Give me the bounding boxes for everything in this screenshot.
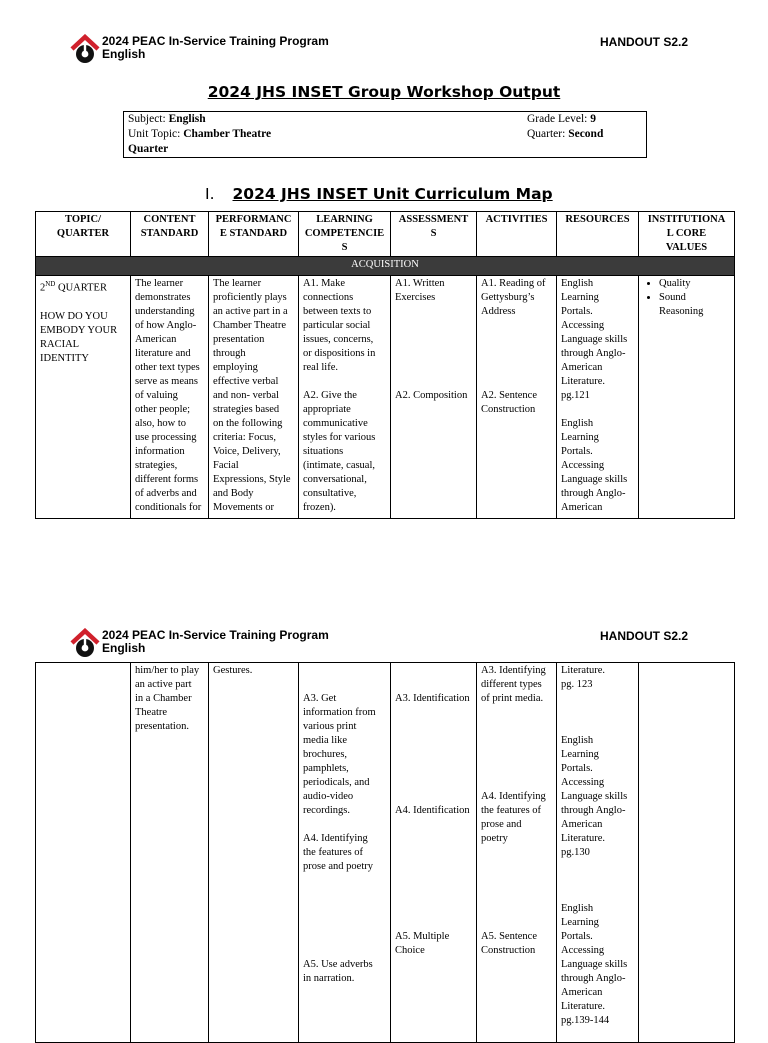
core-values-list: [643, 277, 730, 319]
cell-resources: Literature. pg. 123 English Learning Portals. Accessing Language skills through Anglo- American Literature. pg.130 English Learning Portals. Accessing Language skills through Anglo- American Literature. pg.139-144: [557, 663, 639, 1043]
cell-content-standard: him/her to play an active part in a Chamber Theatre presentation.: [131, 663, 209, 1043]
topic-text: HOW DO YOU EMBODY YOUR RACIAL IDENTITY: [40, 310, 118, 364]
cell-resources: English Learning Portals. Accessing Language skills through Anglo- American Literature. pg.121 English Learning Portals. Accessing Language skills through Anglo- American: [557, 276, 639, 519]
header-content-standard: CONTENT STANDARD: [131, 212, 209, 257]
cell-performance-standard: The learner proficiently plays an active part in a Chamber Theatre presentation through employing effective verbal and non- verbal strategies based on the following criteria: Focus, Voice, Delivery, Facial Expressions, Style and Body Movements or: [209, 276, 299, 519]
quarter-line: Quarter: Second: [527, 128, 604, 140]
page-header: [70, 34, 710, 68]
handout-label: HANDOUT S2.2: [599, 35, 688, 49]
quarter-label: 2ND QUARTER: [40, 280, 107, 294]
cell-content-standard: The learner demonstrates understanding of how Anglo- American literature and other text types serve as means of valuing other people; also, how to use processing information strategies, different forms of adverbs and conditionals for: [131, 276, 209, 519]
curriculum-map-table-continued: [35, 662, 735, 1043]
peac-logo-icon: [70, 34, 100, 64]
page-title: 2024 JHS INSET Group Workshop Output: [207, 83, 561, 101]
cell-topic: [36, 276, 131, 519]
header-title: 2024 PEAC In-Service Training Program English: [102, 34, 329, 61]
header-core-values: INSTITUTIONA L CORE VALUES: [639, 212, 735, 257]
header-learning-competencies: LEARNING COMPETENCIE S: [299, 212, 391, 257]
band-label: ACQUISITION: [36, 257, 735, 276]
table-header-row: [36, 212, 735, 257]
topic-line-2: Quarter: [128, 143, 169, 155]
cell-activities: A3. Identifying different types of print media. A4. Identifying the features of prose and poetry A5. Sentence Construction: [477, 663, 557, 1043]
grade-line: Grade Level: 9: [527, 113, 596, 125]
cell-activities: A1. Reading of Gettysburg’s Address A2. Sentence Construction: [477, 276, 557, 519]
cell-assessments: A3. Identification A4. Identification A5. Multiple Choice: [391, 663, 477, 1043]
cell-core-values: [639, 663, 735, 1043]
acquisition-band: [36, 257, 735, 276]
peac-logo-icon: [70, 628, 100, 658]
subject-line: Subject: English: [128, 113, 206, 125]
page-header-2: [70, 628, 710, 662]
cell-performance-standard: Gestures.: [209, 663, 299, 1043]
handout-label: HANDOUT S2.2: [599, 629, 688, 643]
curriculum-map-table: [35, 211, 735, 519]
header-resources: RESOURCES: [557, 212, 639, 257]
cell-topic: [36, 663, 131, 1043]
section-title: I. 2024 JHS INSET Unit Curriculum Map: [205, 185, 553, 203]
table-row: [36, 663, 735, 1043]
cell-core-values: [639, 276, 735, 519]
table-row: [36, 276, 735, 519]
header-topic: TOPIC/ QUARTER: [36, 212, 131, 257]
list-item: • Quality: [659, 277, 730, 291]
cell-assessments: A1. Written Exercises A2. Composition: [391, 276, 477, 519]
header-activities: ACTIVITIES: [477, 212, 557, 257]
header-title: 2024 PEAC In-Service Training Program English: [102, 628, 329, 655]
info-box: [123, 111, 647, 158]
cell-learning-competencies: A3. Get information from various print media like brochures, pamphlets, periodicals, and audio-video recordings. A4. Identifying the features of prose and poetry A5. Use adverbs in narration.: [299, 663, 391, 1043]
header-assessments: ASSESSMENT S: [391, 212, 477, 257]
topic-line: Unit Topic: Chamber Theatre: [128, 128, 272, 140]
cell-learning-competencies: A1. Make connections between texts to particular social issues, concerns, or dispositions in real life. A2. Give the appropriate communicative styles for various situations (intimate, casual, conversational, consultative, frozen).: [299, 276, 391, 519]
header-performance-standard: PERFORMANC E STANDARD: [209, 212, 299, 257]
list-item: • Sound Reasoning: [659, 291, 730, 319]
